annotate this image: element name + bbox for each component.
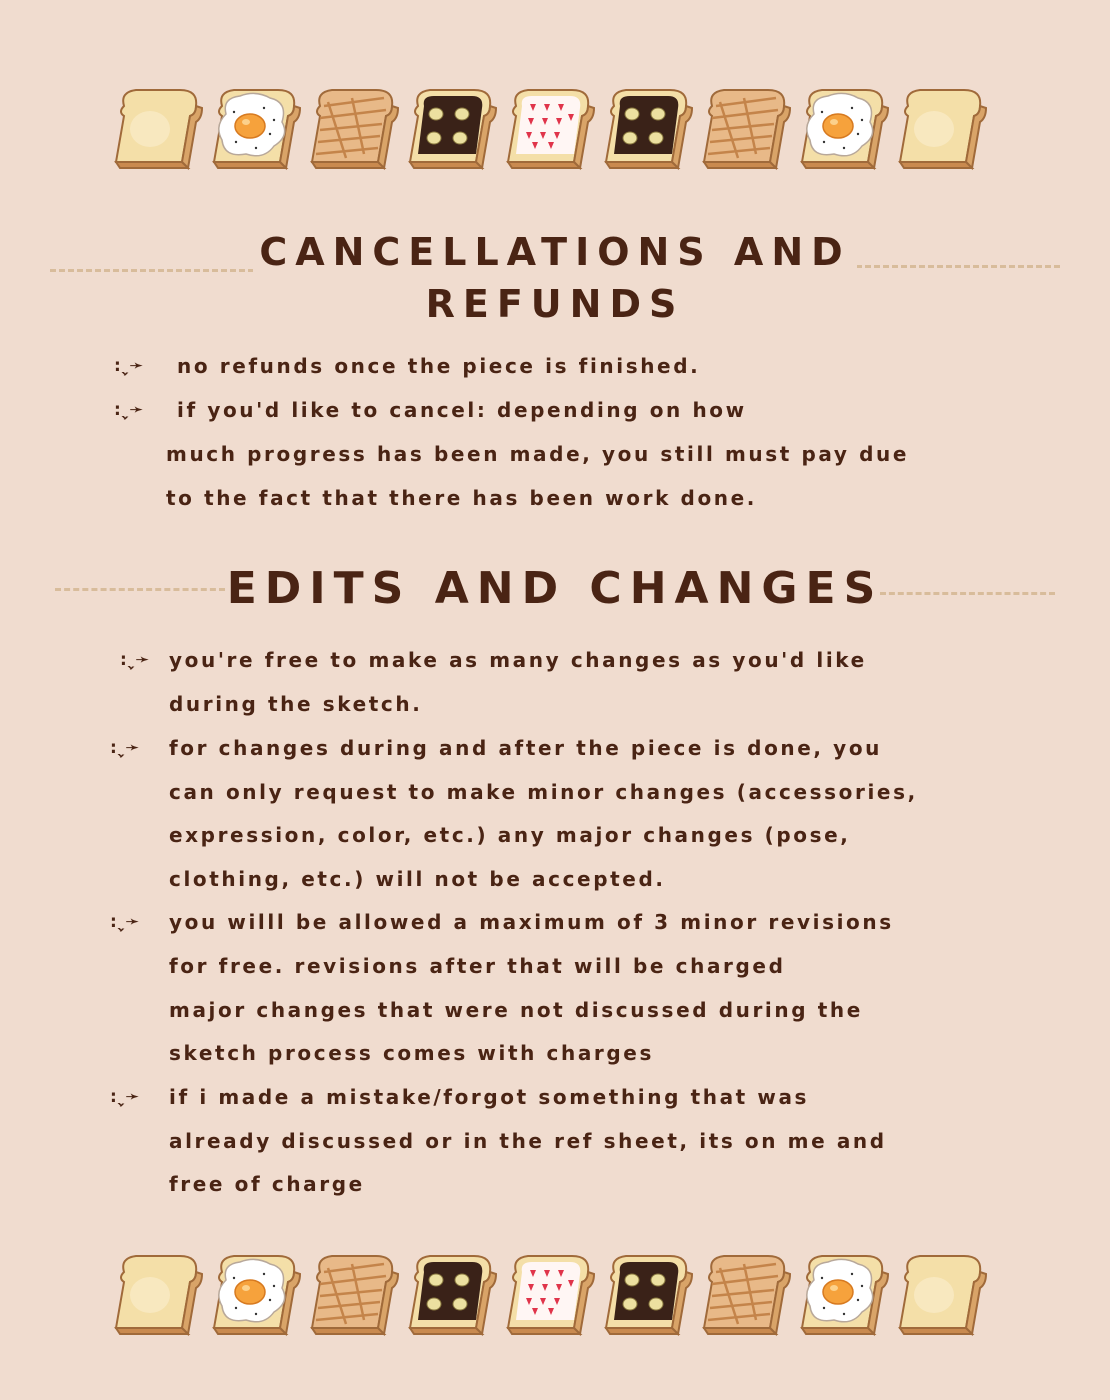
peanut-butter-toast-icon	[306, 1250, 400, 1340]
list-item: for changes during and after the piece is done, you	[169, 736, 882, 760]
arrow-bullet-icon: :ˎ̗➛	[114, 400, 144, 420]
egg-toast-icon	[208, 84, 302, 174]
title-line: EDITS AND CHANGES	[226, 563, 884, 614]
peanut-butter-toast-icon	[698, 1250, 792, 1340]
list-item: major changes that were not discussed during the	[169, 998, 863, 1022]
arrow-bullet-icon: :ˎ̗➛	[110, 738, 140, 758]
toast-row-top	[110, 84, 1000, 174]
plain-toast-icon	[894, 84, 988, 174]
list-item: can only request to make minor changes (accessories,	[169, 780, 918, 804]
strawberry-toast-icon	[502, 84, 596, 174]
arrow-bullet-icon: :ˎ̗➛	[114, 356, 144, 376]
list-item: during the sketch.	[169, 692, 423, 716]
chocolate-banana-toast-icon	[404, 1250, 498, 1340]
list-item: expression, color, etc.) any major changes (pose,	[169, 823, 851, 847]
list-item: much progress has been made, you still must pay due	[166, 442, 909, 466]
arrow-bullet-icon: :ˎ̗➛	[120, 650, 150, 670]
toast-row-bottom	[110, 1250, 1000, 1340]
list-item: already discussed or in the ref sheet, its on me and	[169, 1129, 887, 1153]
egg-toast-icon	[796, 84, 890, 174]
peanut-butter-toast-icon	[306, 84, 400, 174]
arrow-bullet-icon: :ˎ̗➛	[110, 1087, 140, 1107]
plain-toast-icon	[110, 1250, 204, 1340]
list-item: to the fact that there has been work done.	[166, 486, 757, 510]
egg-toast-icon	[208, 1250, 302, 1340]
list-item: you willl be allowed a maximum of 3 minor revisions	[169, 910, 894, 934]
list-item: if i made a mistake/forgot something that was	[169, 1085, 810, 1109]
list-item: if you'd like to cancel: depending on how	[177, 398, 747, 422]
list-item: for free. revisions after that will be charged	[169, 954, 786, 978]
list-item: no refunds once the piece is finished.	[177, 354, 701, 378]
list-item: clothing, etc.) will not be accepted.	[169, 867, 666, 891]
strawberry-toast-icon	[502, 1250, 596, 1340]
list-item: sketch process comes with charges	[169, 1041, 654, 1065]
title-line: REFUNDS	[420, 282, 691, 326]
chocolate-banana-toast-icon	[600, 84, 694, 174]
plain-toast-icon	[894, 1250, 988, 1340]
plain-toast-icon	[110, 84, 204, 174]
arrow-bullet-icon: :ˎ̗➛	[110, 912, 140, 932]
peanut-butter-toast-icon	[698, 84, 792, 174]
list-item: free of charge	[169, 1172, 365, 1196]
section-title-edits	[0, 563, 1110, 615]
list-item: you're free to make as many changes as you'd like	[169, 648, 867, 672]
section-title-cancellations	[0, 226, 1110, 330]
chocolate-banana-toast-icon	[600, 1250, 694, 1340]
title-line: CANCELLATIONS AND	[253, 230, 856, 274]
egg-toast-icon	[796, 1250, 890, 1340]
chocolate-banana-toast-icon	[404, 84, 498, 174]
